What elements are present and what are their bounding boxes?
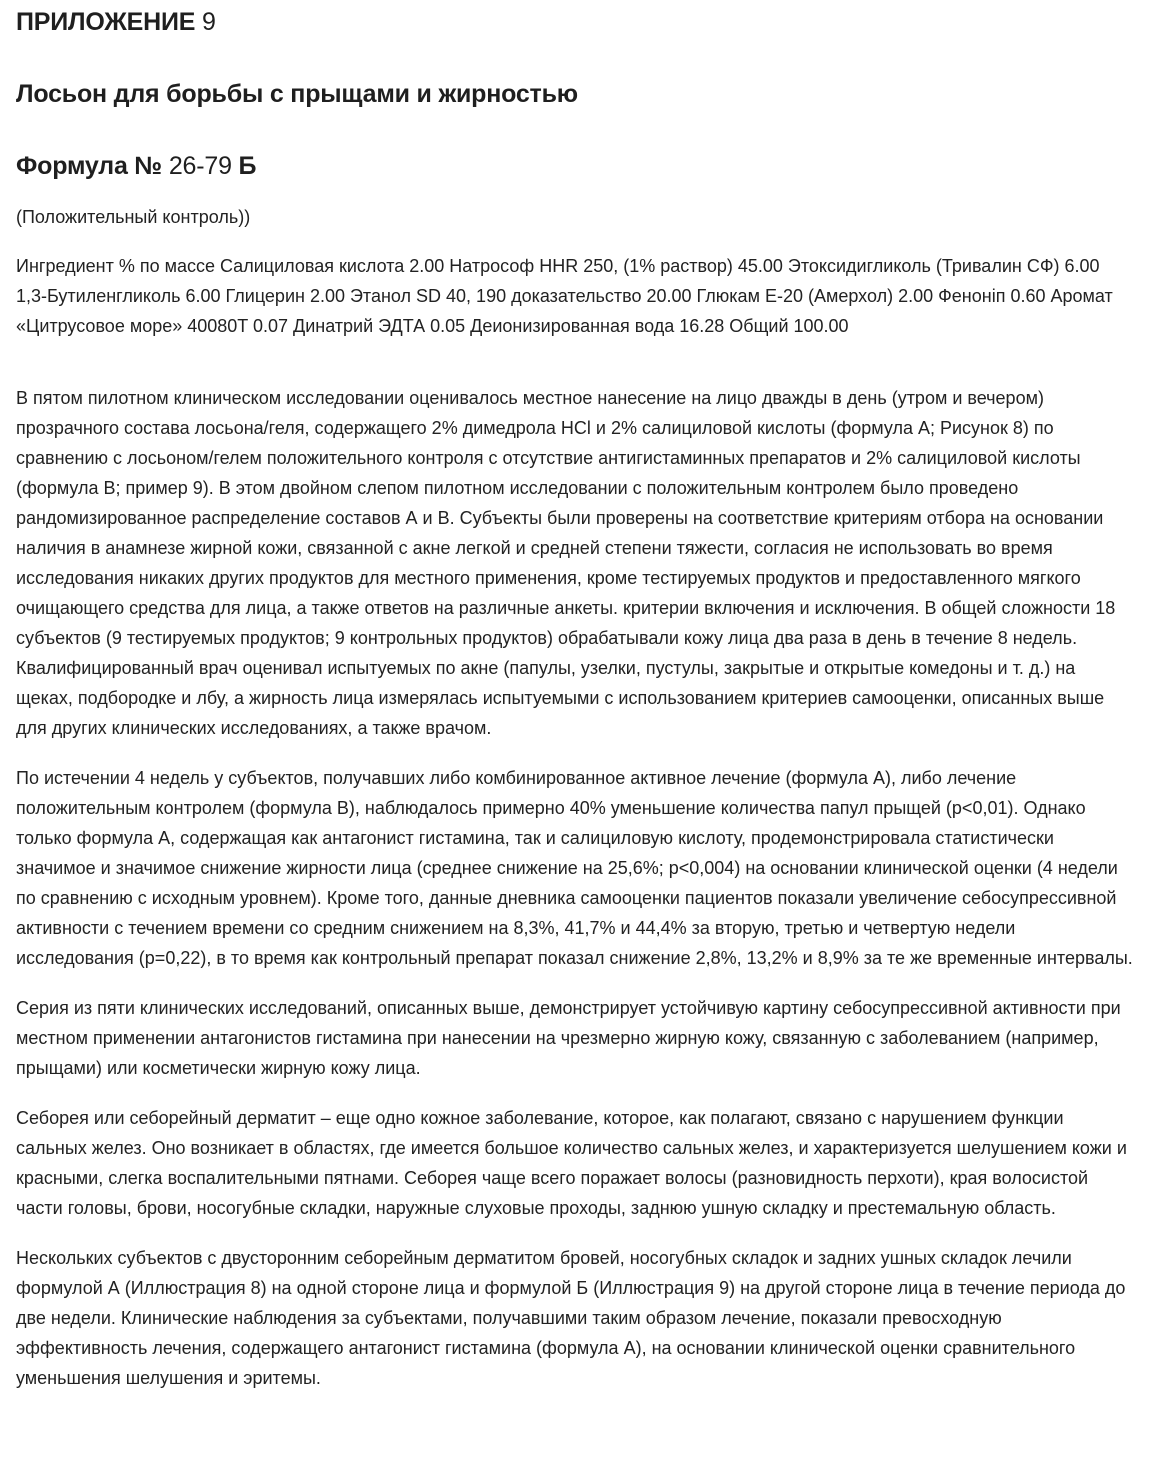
body-paragraph-3: Серия из пяти клинических исследований, описанных выше, демонстрирует устойчивую картину себосупрессивной активности при местном применении антагонистов гистамина при нанесении на чрезмерно жирную кожу, связанную с заболеванием (например, прыщами) или косметически жирную кожу лица. bbox=[16, 998, 1121, 1078]
control-note: (Положительный контроль)) bbox=[16, 207, 251, 227]
body-paragraph-1: В пятом пилотном клиническом исследовании оценивалось местное нанесение на лицо дважды в день (утром и вечером) прозрачного состава лосьона/геля, содержащего 2% димедрола HCl и 2% салициловой кислоты (формула А; Рисунок 8) по сравнению с лосьоном/гелем положительного контроля с отсутствие антигистаминных препаратов и 2% салициловой кислоты (формула B; пример 9). В этом двойном слепом пилотном исследовании с положительным контролем было проведено рандомизированное распределение составов А и В. Субъекты были проверены на соответствие критериям отбора на основании наличия в анамнезе жирной кожи, связанной с акне легкой и средней степени тяжести, согласия не использовать во время исследования никаких других продуктов для местного применения, кроме тестируемых продуктов и предоставленного мягкого очищающего средства для лица, а также ответов на различные анкеты. критерии включения и исключения. В общей сложности 18 субъектов (9 тестируемых продуктов; 9 контрольных продуктов) обрабатывали кожу лица два раза в день в течение 8 недель. Квалифицированный врач оценивал испытуемых по акне (папулы, узелки, пустулы, закрытые и открытые комедоны и т. д.) на щеках, подбородке и лбу, а жирность лица измерялась испытуемыми с использованием критериев самооценки, описанных выше для других клинических исследованиях, а также врачом. bbox=[16, 388, 1116, 738]
formula-suffix: Б bbox=[238, 152, 257, 180]
body-paragraph-2: По истечении 4 недель у субъектов, получавших либо комбинированное активное лечение (формула А), либо лечение положительным контролем (формула В), наблюдалось примерно 40% уменьшение количества папул прыщей (p<0,01). Однако только формула А, содержащая как антагонист гистамина, так и салициловую кислоту, продемонстрировала статистически значимое и значимое снижение жирности лица (среднее снижение на 25,6%; p<0,004) на основании клинической оценки (4 недели по сравнению с исходным уровнем). Кроме того, данные дневника самооценки пациентов показали увеличение себосупрессивной активности с течением времени со средним снижением на 8,3%, 41,7% и 44,4% за вторую, третью и четвертую недели исследования (p=0,22), в то время как контрольный препарат показал снижение 2,8%, 13,2% и 8,9% за те же временные интервалы. bbox=[16, 768, 1133, 968]
appendix-label: ПРИЛОЖЕНИЕ bbox=[16, 8, 196, 36]
formula-heading bbox=[16, 149, 1135, 183]
appendix-number: 9 bbox=[202, 8, 216, 36]
document-title: Лосьон для борьбы с прыщами и жирностью bbox=[16, 80, 578, 108]
body-paragraph-5: Нескольких субъектов с двусторонним себорейным дерматитом бровей, носогубных складок и задних ушных складок лечили формулой А (Иллюстрация 8) на одной стороне лица и формулой Б (Иллюстрация 9) на другой стороне лица в течение периода до две недели. Клинические наблюдения за субъектами, получавшими таким образом лечение, показали превосходную эффективность лечения, содержащего антагонист гистамина (формула А), на основании клинической оценки сравнительного уменьшения шелушения и эритемы. bbox=[16, 1248, 1126, 1388]
ingredients-list: Ингредиент % по массе Салициловая кислота 2.00 Натрософ HHR 250, (1% раствор) 45.00 Этоксидигликоль (Тривалин СФ) 6.00 1,3-Бутиленгликоль 6.00 Глицерин 2.00 Этанол SD 40, 190 доказательство 20.00 Глюкам Е-20 (Амерхол) 2.00 Феноніп 0.60 Аромат «Цитрусовое море» 40080T 0.07 Динатрий ЭДТА 0.05 Деионизированная вода 16.28 Общий 100.00 bbox=[16, 256, 1113, 336]
formula-number: 26-79 bbox=[168, 152, 232, 180]
formula-prefix: Формула № bbox=[16, 152, 163, 180]
appendix-heading bbox=[16, 0, 1135, 39]
body-paragraph-4: Себорея или себорейный дерматит – еще одно кожное заболевание, которое, как полагают, связано с нарушением функции сальных желез. Оно возникает в областях, где имеется большое количество сальных желез, и характеризуется шелушением кожи и красными, слегка воспалительными пятнами. Себорея чаще всего поражает волосы (разновидность перхоти), края волосистой части головы, брови, носогубные складки, наружные слуховые проходы, заднюю ушную складку и престемальную область. bbox=[16, 1108, 1127, 1218]
